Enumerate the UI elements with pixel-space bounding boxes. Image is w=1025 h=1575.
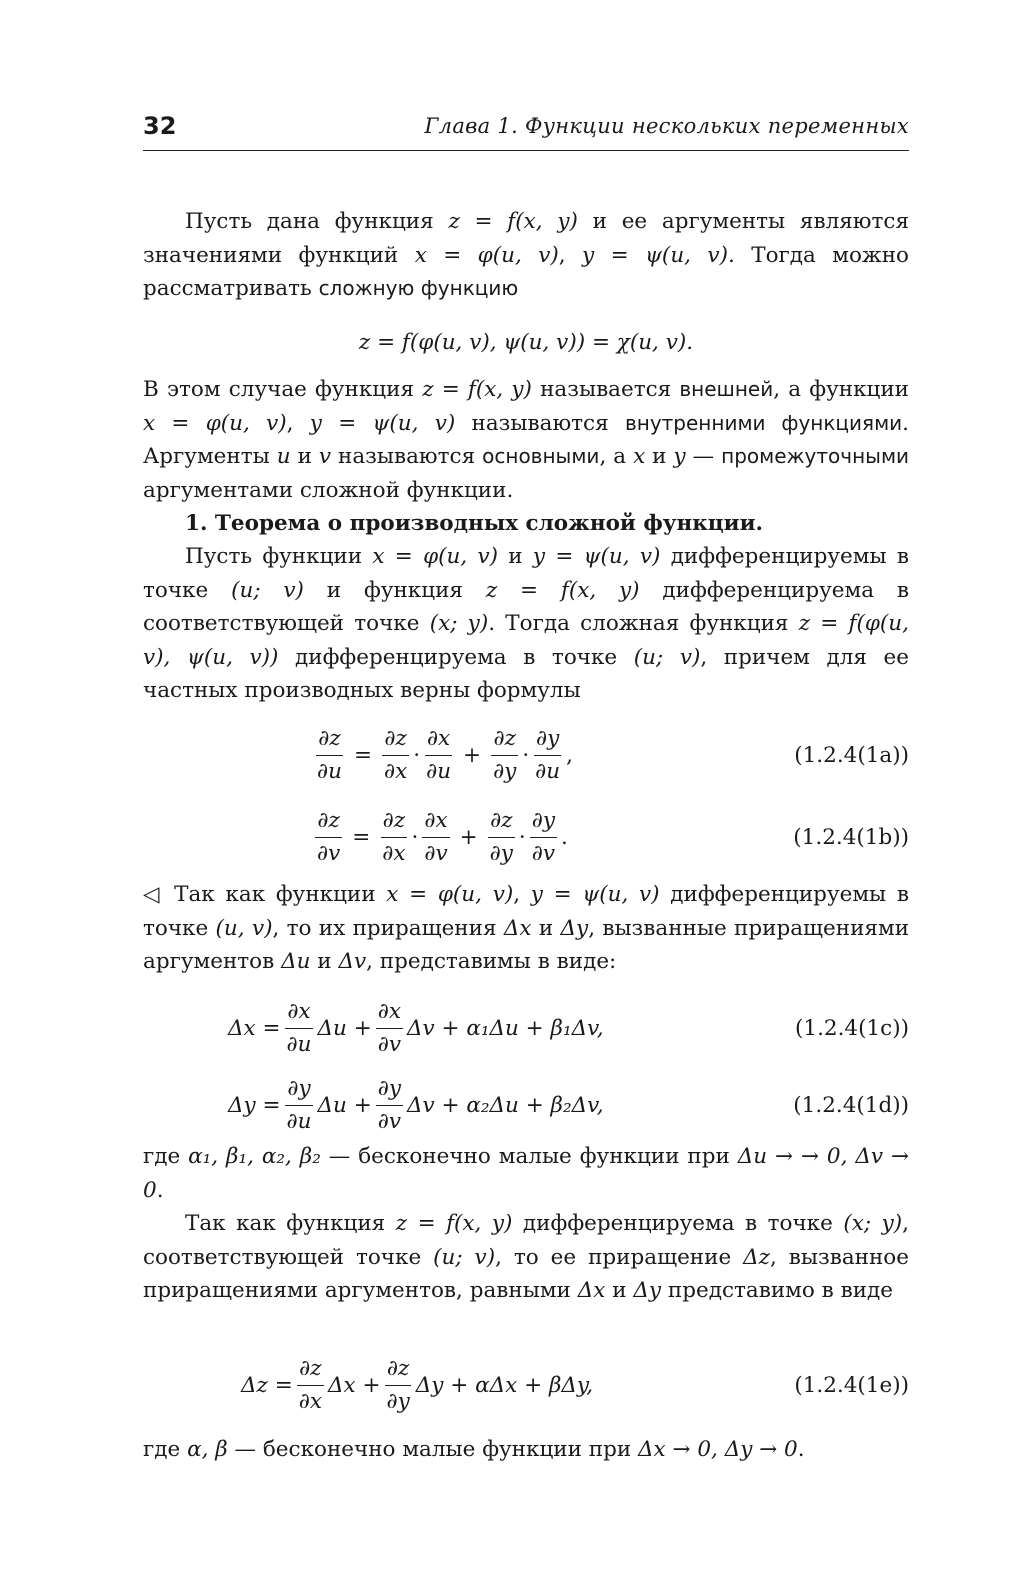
theorem-heading: 1. Теорема о производных сложной функции. — [185, 511, 764, 536]
equation-1c: Δx = $\frac{\partial x}{\partial u}$ Δu + $\frac{\partial x}{\partial v}$ Δv + α₁Δu + β₁Δv, (1.2.4(1c)) — [143, 993, 909, 1063]
equation-1e: Δz = $\frac{\partial z}{\partial x}$ Δx + $\frac{\partial z}{\partial y}$ Δy + αΔx + βΔy, (1.2.4(1e)) — [143, 1350, 909, 1420]
equation-label: (1.2.4(1a)) — [794, 742, 909, 768]
equation-1d: Δy = $\frac{\partial y}{\partial u}$ Δu + $\frac{\partial y}{\partial v}$ Δv + α₂Δu + β₂Δv, (1.2.4(1d)) — [143, 1070, 909, 1140]
paragraph-proof-start: ◁ Так как функции x = φ(u, v), y = ψ(u, v) дифференцируемы в точке (u, v), то их приращения Δx и Δy, вызванные приращениями аргументов Δu и Δv, представимы в виде: — [143, 882, 910, 974]
paragraph-final: где α, β — бесконечно малые функции при Δx → 0, Δy → 0. — [143, 1437, 805, 1462]
equation-label: (1.2.4(1d)) — [793, 1092, 909, 1118]
equation-label: (1.2.4(1e)) — [794, 1372, 909, 1398]
paragraph-intro: Пусть дана функция z = f(x, y) и ее аргументы являются значениями функций x = φ(u, v), y = ψ(u, v). Тогда можно рассматривать сложную функцию — [143, 209, 910, 301]
paragraph-infinitesimals: где α₁, β₁, α₂, β₂ — бесконечно малые функции при Δu → → 0, Δv → 0. — [143, 1144, 909, 1203]
paragraph-theorem: Пусть функции x = φ(u, v) и y = ψ(u, v) дифференцируемы в точке (u; v) и функция z = f(x, y) дифференцируема в соответствующей точке (x; y). Тогда сложная функция z = f(φ(u, v), ψ(u, v)) дифференцируема в точке (u; v), причем для ее частных производных верны формулы — [143, 544, 909, 703]
paragraph-definitions: В этом случае функция z = f(x, y) называется внешней, а функции x = φ(u, v), y = ψ(u, v) называются внутренними функциями. Аргументы u и v называются основными, а x и y — промежуточными аргументами сложной функции. — [143, 377, 910, 503]
term-composite-function: сложную функцию — [318, 276, 519, 300]
page-number: 32 — [143, 112, 177, 140]
formula-composite: z = f(φ(u, v), ψ(u, v)) = χ(u, v). — [358, 329, 694, 355]
paragraph-increment: Так как функция z = f(x, y) дифференцируема в точке (x; y), соответствующей точке (u; v), то ее приращение Δz, вызванное приращениями аргументов, равными Δx и Δy представимо в виде — [143, 1211, 909, 1303]
equation-label: (1.2.4(1c)) — [795, 1015, 909, 1041]
page-header — [143, 112, 909, 151]
equation-1b: $\frac{\partial z}{\partial v}$ = $\frac{\partial z}{\partial x}$ · $\frac{\partial x}{\partial v}$ + $\frac{\partial z}{\partial y}$ · $\frac{\partial y}{\partial v}$ . (1.2.4(1b)) — [143, 802, 909, 872]
equation-1a: $\frac{\partial z}{\partial u}$ = $\frac{\partial z}{\partial x}$ · $\frac{\partial x}{\partial u}$ + $\frac{\partial z}{\partial y}$ · $\frac{\partial y}{\partial u}$ , (1.2.4(1a)) — [143, 720, 909, 790]
equation-label: (1.2.4(1b)) — [793, 824, 909, 850]
running-title: Глава 1. Функции нескольких переменных — [424, 114, 909, 138]
